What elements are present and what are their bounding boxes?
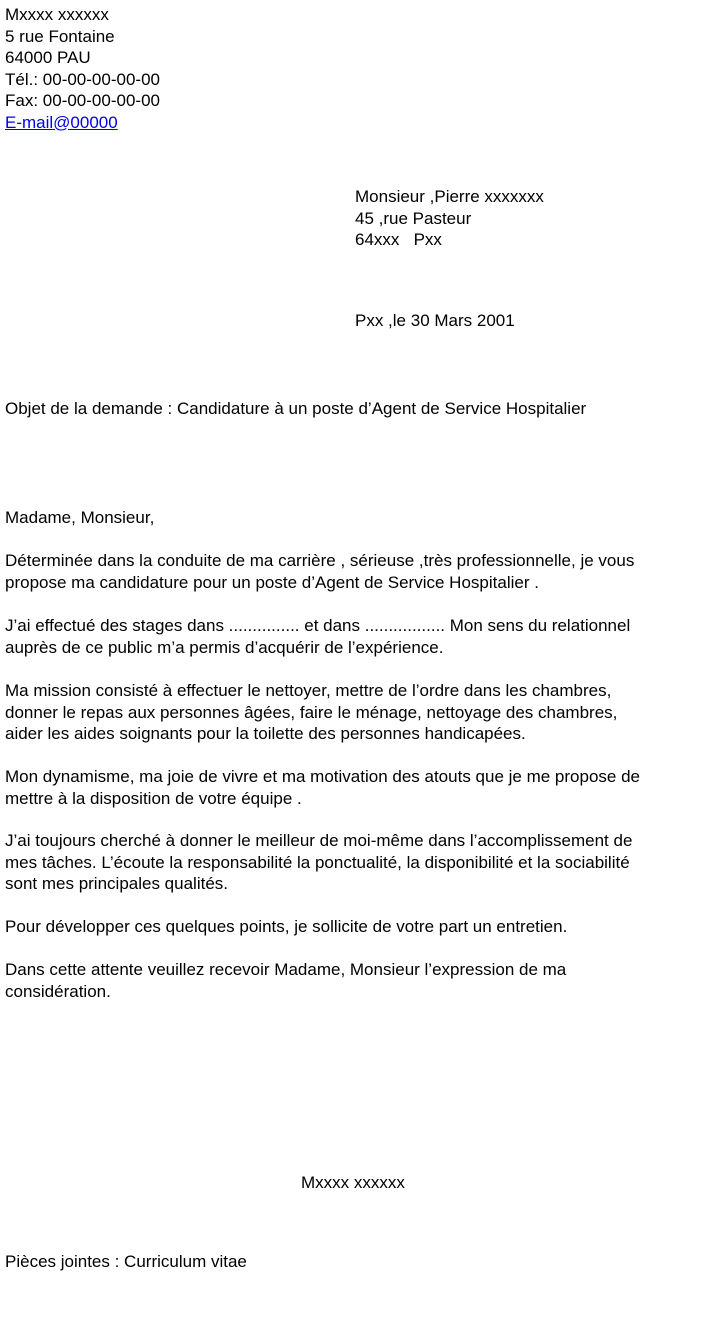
- paragraph-line: J’ai toujours cherché à donner le meilleur de moi-même dans l’accomplissement de: [5, 831, 633, 850]
- sender-fax: Fax: 00-00-00-00-00: [5, 91, 160, 110]
- sender-street: 5 rue Fontaine: [5, 26, 115, 46]
- paragraph-line: propose ma candidature pour un poste d’Agent de Service Hospitalier .: [5, 572, 539, 592]
- paragraph-determination: [5, 550, 711, 593]
- paragraph-closing: [5, 959, 711, 1002]
- paragraph-line: Pour développer ces quelques points, je sollicite de votre part un entretien.: [5, 917, 568, 936]
- paragraph-line: considération.: [5, 981, 111, 1001]
- paragraph-line: Ma mission consisté à effectuer le nettoyer, mettre de l’ordre dans les chambres,: [5, 681, 612, 700]
- paragraph-line: aider les aides soignants pour la toilette des personnes handicapées.: [5, 724, 526, 743]
- paragraph-line: Dans cette attente veuillez recevoir Madame, Monsieur l’expression de ma: [5, 960, 567, 979]
- attachments-line: Pièces jointes : Curriculum vitae: [5, 1252, 247, 1271]
- salutation: Madame, Monsieur,: [5, 508, 155, 527]
- paragraph-line: Mon dynamisme, ma joie de vivre et ma motivation des atouts que je me propose de: [5, 767, 640, 786]
- paragraph-line: Déterminée dans la conduite de ma carrière , sérieuse ,très professionnelle, je vous: [5, 551, 635, 570]
- paragraph-dynamisme: [5, 766, 711, 809]
- sender-city: 64000 PAU: [5, 48, 91, 67]
- paragraph-line: J’ai effectué des stages dans ............... et dans ................. Mon sens du relationnel: [5, 616, 631, 635]
- subject-line: Objet de la demande : Candidature à un poste d’Agent de Service Hospitalier: [5, 399, 587, 418]
- paragraph-line: mes tâches. L’écoute la responsabilité la ponctualité, la disponibilité et la sociabilité: [5, 852, 630, 872]
- paragraph-line: mettre à la disposition de votre équipe .: [5, 788, 302, 808]
- recipient-city: 64xxx Pxx: [355, 230, 442, 249]
- sender-email-link[interactable]: E-mail@00000: [5, 112, 118, 132]
- paragraph-stages: [5, 615, 711, 658]
- paragraph-entretien: [5, 916, 711, 938]
- paragraph-line: donner le repas aux personnes âgées, faire le ménage, nettoyage des chambres,: [5, 702, 618, 722]
- date-line: Pxx ,le 30 Mars 2001: [355, 311, 515, 330]
- paragraph-line: auprès de ce public m’a permis d’acquérir de l’expérience.: [5, 637, 444, 657]
- paragraph-mission: [5, 680, 711, 745]
- paragraph-qualites: [5, 830, 711, 895]
- sender-name: Mxxxx xxxxxx: [5, 5, 109, 24]
- sender-phone: Tél.: 00-00-00-00-00: [5, 69, 160, 89]
- recipient-street: 45 ,rue Pasteur: [355, 208, 472, 228]
- paragraph-line: sont mes principales qualités.: [5, 874, 229, 893]
- signature: Mxxxx xxxxxx: [301, 1173, 405, 1192]
- recipient-name: Monsieur ,Pierre xxxxxxx: [355, 187, 544, 206]
